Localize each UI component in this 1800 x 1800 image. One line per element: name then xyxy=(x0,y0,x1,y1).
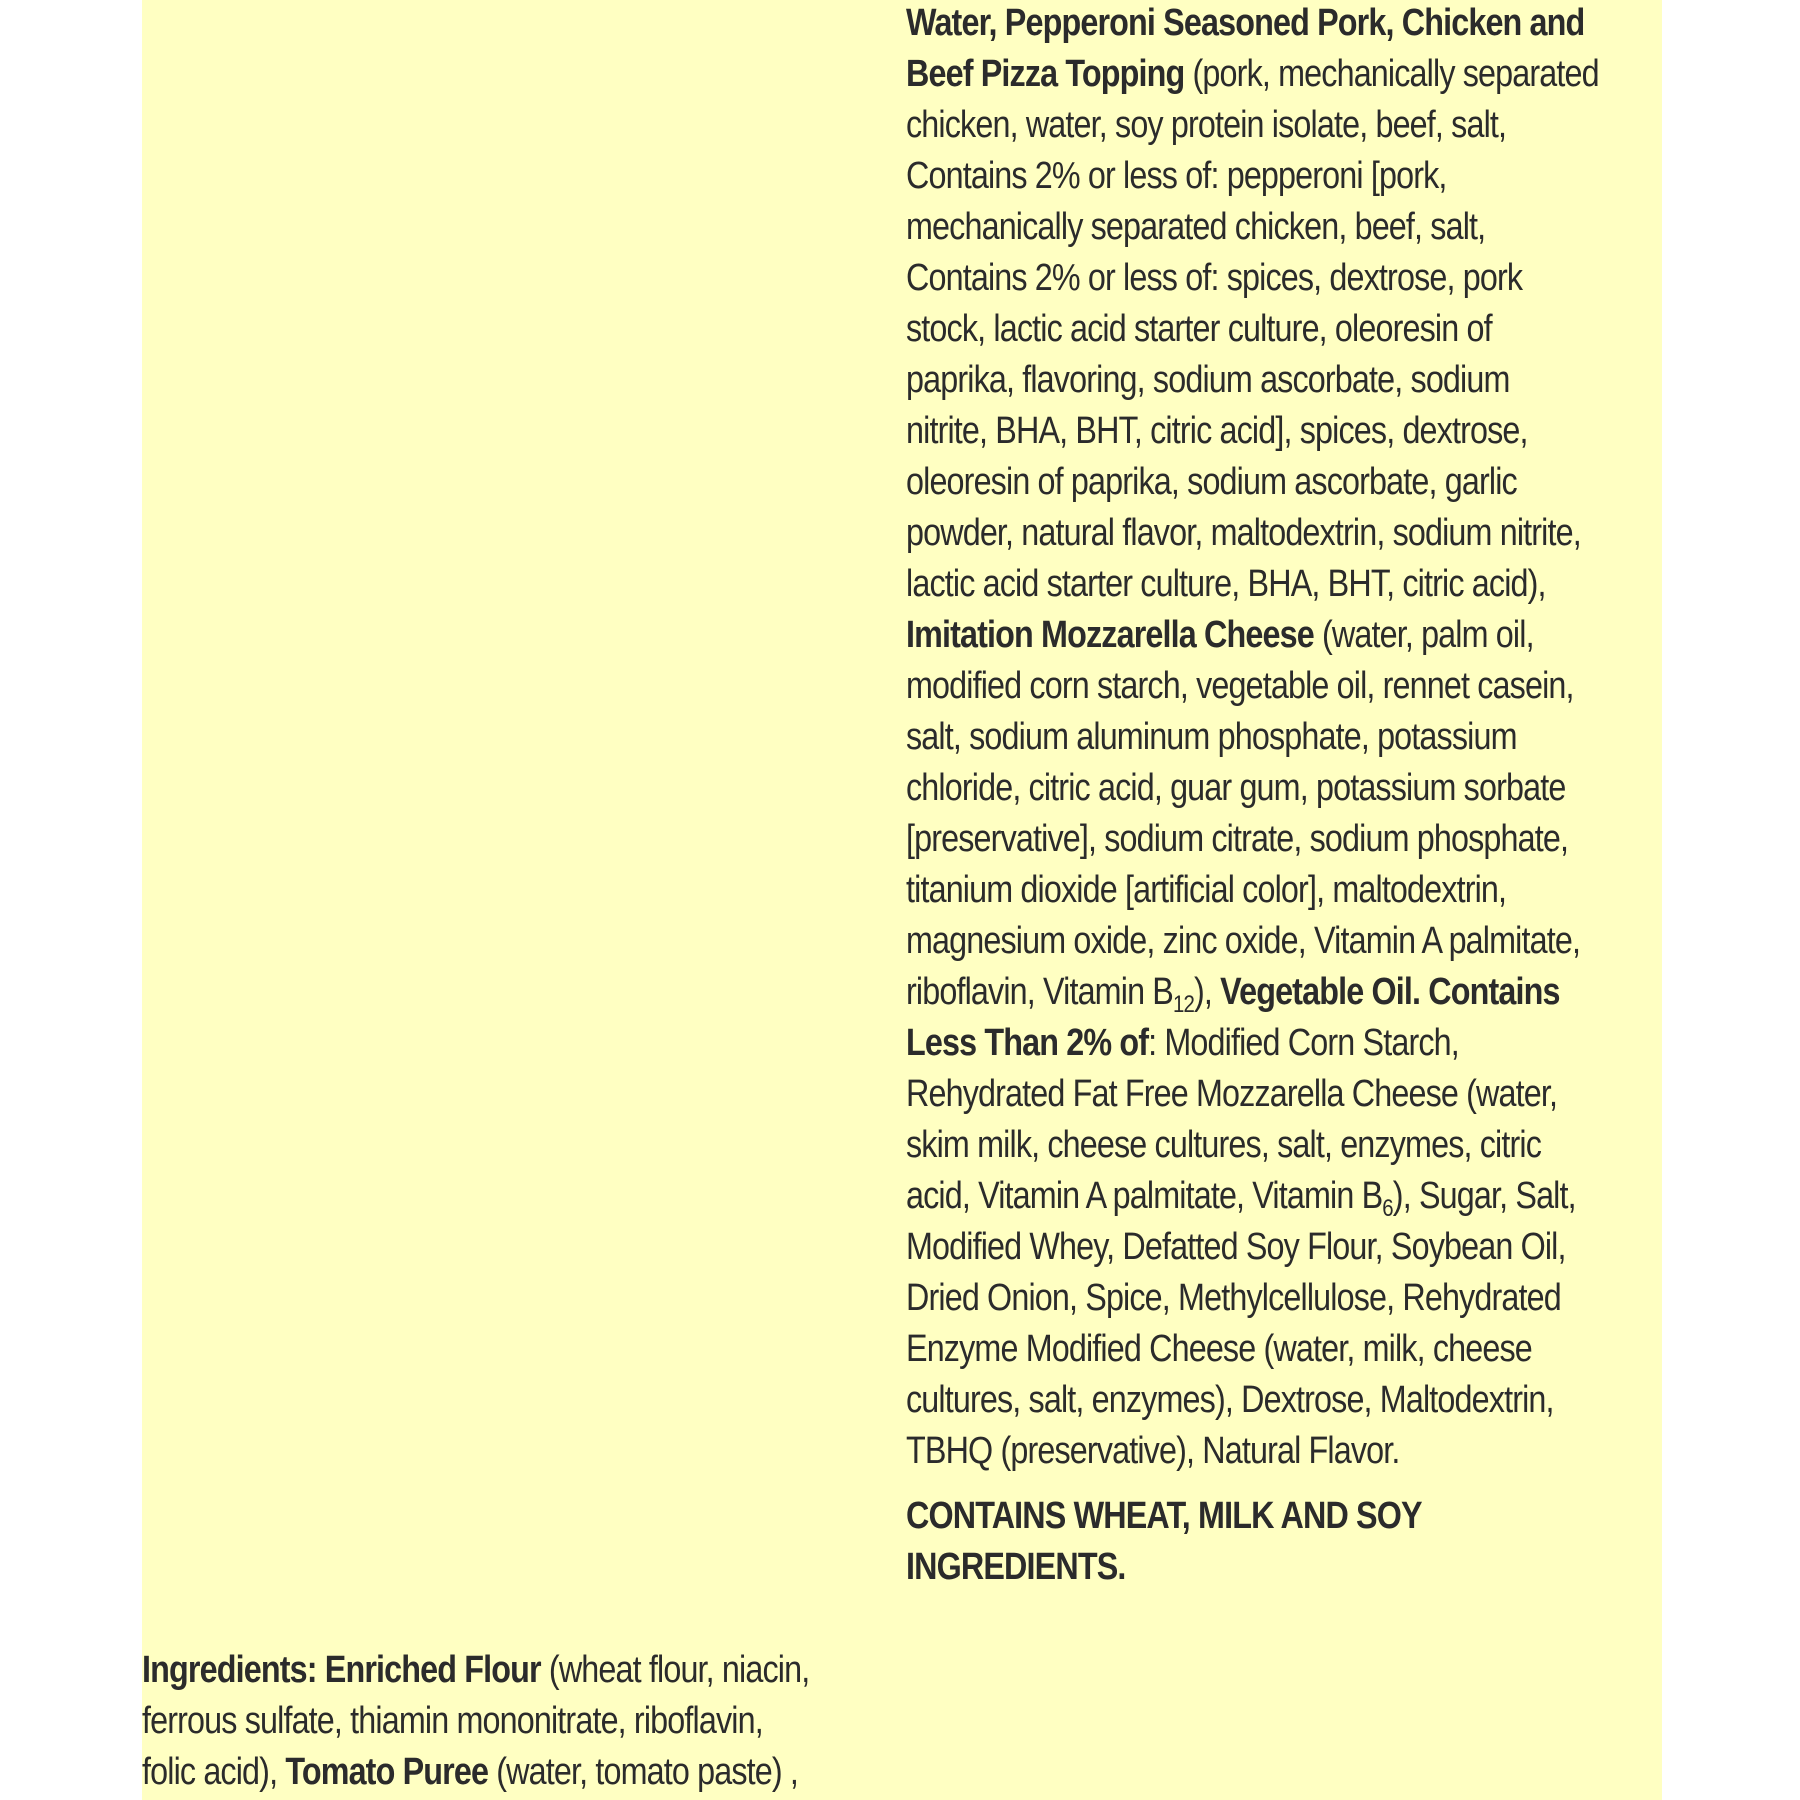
ingredient-line xyxy=(906,100,1599,151)
ingredient-line xyxy=(906,1120,1599,1171)
ingredients-text-block xyxy=(906,0,1599,1477)
bold-ingredient-text: Water, Pepperoni Seasoned Pork, Chicken and xyxy=(906,2,1585,44)
ingredient-line xyxy=(906,661,1599,712)
ingredient-line xyxy=(906,967,1599,1018)
ingredient-text: Contains 2% or less of: spices, dextrose, pork xyxy=(906,257,1523,299)
ingredients-right-column xyxy=(906,0,1599,1593)
ingredient-line xyxy=(906,1018,1599,1069)
ingredient-text: [preservative], sodium citrate, sodium phosphate, xyxy=(906,818,1569,860)
ingredient-text: mechanically separated chicken, beef, salt, xyxy=(906,206,1486,248)
ingredient-line xyxy=(906,559,1599,610)
ingredient-text: stock, lactic acid starter culture, oleoresin of xyxy=(906,308,1492,350)
ingredient-text: : Modified Corn Starch, xyxy=(1148,1022,1459,1064)
ingredient-line xyxy=(906,508,1599,559)
ingredient-line xyxy=(906,1222,1599,1273)
ingredient-line xyxy=(906,763,1599,814)
ingredient-text: (pork, mechanically separated xyxy=(1184,53,1599,95)
ingredient-text: salt, sodium aluminum phosphate, potassium xyxy=(906,716,1517,758)
ingredient-text: magnesium oxide, zinc oxide, Vitamin A palmitate, xyxy=(906,920,1581,962)
ingredient-line xyxy=(906,1375,1599,1426)
ingredient-line xyxy=(906,1069,1599,1120)
ingredient-text: ), Sugar, Salt, xyxy=(1392,1175,1576,1217)
ingredient-text: Rehydrated Fat Free Mozzarella Cheese (water, xyxy=(906,1073,1558,1115)
ingredient-text: Enzyme Modified Cheese (water, milk, cheese xyxy=(906,1328,1532,1370)
ingredient-line xyxy=(906,712,1599,763)
ingredients-left-column xyxy=(142,1645,809,1798)
ingredient-text: powder, natural flavor, maltodextrin, sodium nitrite, xyxy=(906,512,1581,554)
ingredient-text: ferrous sulfate, thiamin mononitrate, riboflavin, xyxy=(142,1700,763,1742)
ingredient-text: TBHQ (preservative), Natural Flavor. xyxy=(906,1430,1400,1472)
ingredient-text: titanium dioxide [artificial color], maltodextrin, xyxy=(906,869,1507,911)
ingredient-line xyxy=(906,1324,1599,1375)
allergen-statement xyxy=(906,1491,1599,1593)
ingredient-line xyxy=(906,406,1599,457)
ingredient-line xyxy=(906,304,1599,355)
ingredient-line xyxy=(906,1171,1599,1222)
ingredient-text: (water, palm oil, xyxy=(1313,614,1534,656)
bold-ingredient-text: Beef Pizza Topping xyxy=(906,53,1185,95)
ingredient-line xyxy=(906,814,1599,865)
ingredients-text-block xyxy=(142,1645,809,1798)
ingredient-line xyxy=(142,1696,809,1747)
ingredient-line xyxy=(906,1426,1599,1477)
bold-ingredient-text: Ingredients: Enriched Flour xyxy=(142,1649,541,1691)
ingredient-line xyxy=(906,202,1599,253)
ingredient-text: Contains 2% or less of: pepperoni [pork, xyxy=(906,155,1447,197)
ingredient-text: Dried Onion, Spice, Methylcellulose, Rehydrated xyxy=(906,1277,1561,1319)
ingredient-text: cultures, salt, enzymes), Dextrose, Maltodextrin, xyxy=(906,1379,1554,1421)
allergen-line: INGREDIENTS. xyxy=(906,1546,1126,1588)
ingredient-text: riboflavin, Vitamin B xyxy=(906,971,1174,1013)
ingredient-text: (water, tomato paste) , xyxy=(488,1751,799,1793)
ingredient-text: chicken, water, soy protein isolate, beef, salt, xyxy=(906,104,1507,146)
ingredient-line xyxy=(906,151,1599,202)
ingredient-text: paprika, flavoring, sodium ascorbate, sodium xyxy=(906,359,1510,401)
ingredient-text: lactic acid starter culture, BHA, BHT, citric acid), xyxy=(906,563,1546,605)
ingredient-text: ), xyxy=(1194,971,1221,1013)
bold-ingredient-text: Imitation Mozzarella Cheese xyxy=(906,614,1314,656)
ingredient-line xyxy=(142,1747,809,1798)
ingredient-line xyxy=(906,49,1599,100)
ingredients-label-panel xyxy=(142,0,1662,1800)
subscript-text: 12 xyxy=(1173,991,1195,1018)
ingredient-line xyxy=(906,916,1599,967)
bold-ingredient-text: Tomato Puree xyxy=(285,1751,489,1793)
ingredient-text: Modified Whey, Defatted Soy Flour, Soybean Oil, xyxy=(906,1226,1566,1268)
subscript-text: 6 xyxy=(1382,1195,1393,1222)
ingredient-line xyxy=(906,1273,1599,1324)
ingredient-text: nitrite, BHA, BHT, citric acid], spices, dextrose, xyxy=(906,410,1528,452)
ingredient-text: folic acid), xyxy=(142,1751,286,1793)
allergen-line: CONTAINS WHEAT, MILK AND SOY xyxy=(906,1495,1422,1537)
ingredient-line xyxy=(906,355,1599,406)
ingredient-text: chloride, citric acid, guar gum, potassium sorbate xyxy=(906,767,1566,809)
ingredient-line xyxy=(906,610,1599,661)
ingredient-text: skim milk, cheese cultures, salt, enzymes, citric xyxy=(906,1124,1542,1166)
ingredient-text: (wheat flour, niacin, xyxy=(540,1649,810,1691)
ingredient-text: oleoresin of paprika, sodium ascorbate, garlic xyxy=(906,461,1517,503)
bold-ingredient-text: Vegetable Oil. Contains xyxy=(1220,971,1560,1013)
ingredient-line xyxy=(906,0,1599,49)
ingredient-line xyxy=(906,253,1599,304)
ingredient-line xyxy=(142,1645,809,1696)
ingredient-line xyxy=(906,865,1599,916)
ingredient-line xyxy=(906,457,1599,508)
bold-ingredient-text: Less Than 2% of xyxy=(906,1022,1149,1064)
ingredient-text: acid, Vitamin A palmitate, Vitamin B xyxy=(906,1175,1383,1217)
ingredient-text: modified corn starch, vegetable oil, rennet casein, xyxy=(906,665,1574,707)
